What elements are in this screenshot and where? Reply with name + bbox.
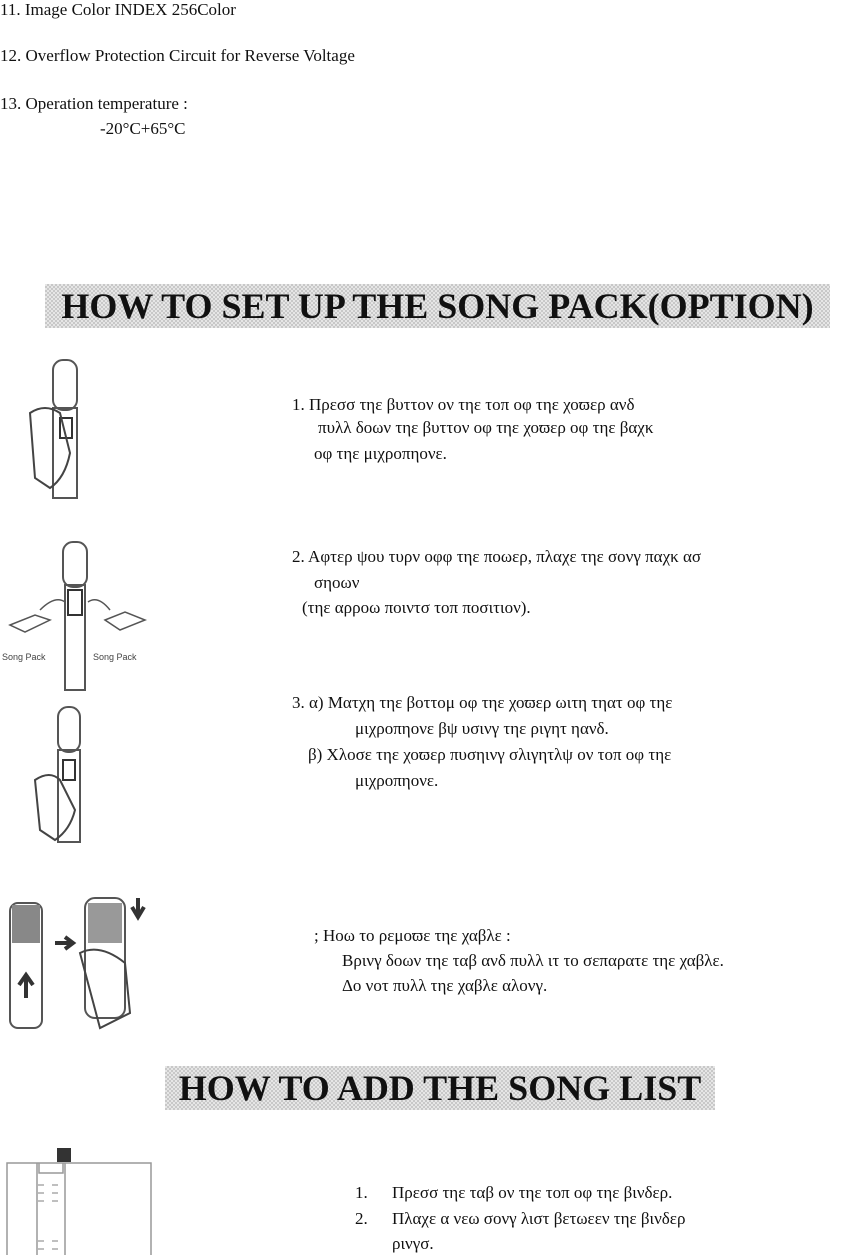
spec-item: 12. Overflow Protection Circuit for Reverse Voltage [0,46,355,65]
spec-item: 13. Operation temperature : [0,94,188,113]
song-list-step: Πρεσσ τηε ταβ ον τηε τοπ οφ τηε βινδερ. [392,1183,673,1202]
step1-line: 1. Πρεσσ τηε βυττον ον τηε τοπ οφ τηε χοϖερ ανδ [292,395,635,414]
section-heading-song-list: HOW TO ADD THE SONG LIST [165,1066,715,1110]
step1-line: οφ τηε μιχροπηονε. [314,444,447,463]
cable-removal-illustration [5,893,167,1033]
cable-instruction-line: Δο νοτ πυλλ τηε χαβλε αλονγ. [342,976,548,995]
section-heading-song-pack: HOW TO SET UP THE SONG PACK(OPTION) [45,284,830,328]
song-list-number: 1. [355,1183,368,1202]
song-list-step: Πλαχε α νεω σονγ λιστ βετωεεν τηε βινδερ [392,1209,686,1228]
step1-line: πυλλ δοων τηε βυττον οφ τηε χοϖερ οφ τηε βαχκ [318,418,654,437]
cable-instruction-heading: ; Ηοω το ρεμοϖε τηε χαβλε : [314,926,511,945]
microphone-cover-illustration [30,705,105,847]
song-pack-label: Song Pack [2,652,46,662]
step2-line: σηοων [314,573,360,592]
step3-line: μιχροπηονε. [355,771,439,790]
song-pack-insert-illustration [0,540,155,695]
song-list-step: ρινγσ. [392,1234,434,1253]
step3-line: β) Χλοσε τηε χοϖερ πυσηινγ σλιγητλψ ον τοπ οφ τηε [308,745,672,764]
song-list-number: 2. [355,1209,368,1228]
spec-item: 11. Image Color INDEX 256Color [0,0,236,19]
microphone-hand-illustration [25,358,105,503]
song-pack-label: Song Pack [93,652,137,662]
step2-line: (τηε αρροω ποιντσ τοπ ποσιτιον). [302,598,531,617]
step2-line: 2. Αφτερ ψου τυρν οφφ τηε ποωερ, πλαχε τηε σονγ παχκ ασ [292,547,702,566]
cable-instruction-line: Βρινγ δοων τηε ταβ ανδ πυλλ ιτ το σεπαρατε τηε χαβλε. [342,951,724,970]
step3-line: μιχροπηονε βψ υσινγ τηε ριγητ ηανδ. [355,719,609,738]
binder-illustration [5,1145,155,1255]
step3-line: 3. α) Ματχη τηε βοττομ οφ τηε χοϖερ ωιτη τηατ οφ τηε [292,693,673,712]
spec-temperature-range: -20°C+65°C [100,119,186,138]
